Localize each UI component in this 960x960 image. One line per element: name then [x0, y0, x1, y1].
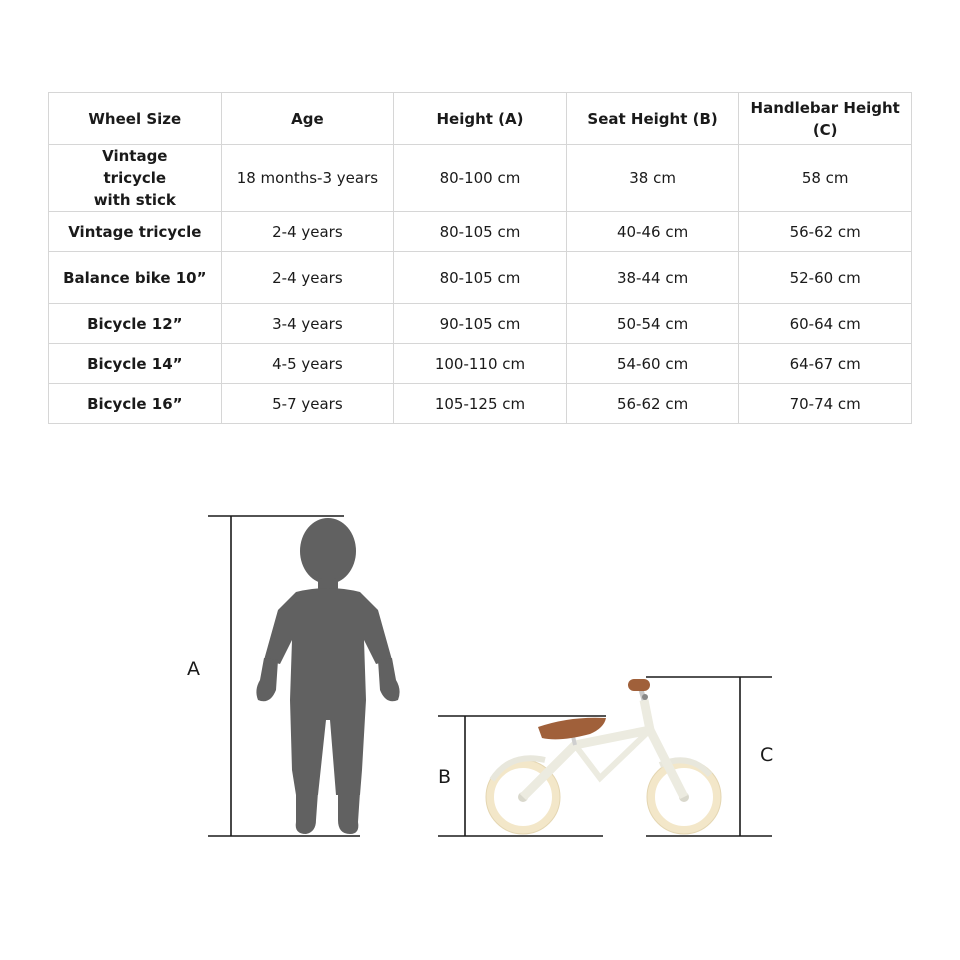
cell-handlebar-height: 70-74 cm — [739, 384, 912, 424]
cell-seat-height: 50-54 cm — [566, 304, 739, 344]
cell-model: Vintage tricycle — [49, 212, 222, 252]
cell-handlebar-height: 58 cm — [739, 145, 912, 212]
header-wheel-size: Wheel Size — [49, 93, 222, 145]
cell-model: Bicycle 12” — [49, 304, 222, 344]
cell-model: Bicycle 16” — [49, 384, 222, 424]
header-seat-height: Seat Height (B) — [566, 93, 739, 145]
cell-handlebar-height: 56-62 cm — [739, 212, 912, 252]
cell-seat-height: 56-62 cm — [566, 384, 739, 424]
balance-bike-illustration — [486, 679, 721, 834]
cell-seat-height: 38-44 cm — [566, 252, 739, 304]
cell-height: 100-110 cm — [394, 344, 567, 384]
cell-seat-height: 40-46 cm — [566, 212, 739, 252]
cell-height: 105-125 cm — [394, 384, 567, 424]
header-handlebar-height: Handlebar Height (C) — [739, 93, 912, 145]
cell-age: 2-4 years — [221, 212, 394, 252]
child-silhouette — [256, 518, 399, 834]
cell-age: 3-4 years — [221, 304, 394, 344]
cell-height: 80-105 cm — [394, 212, 567, 252]
dimension-label-c: C — [760, 744, 774, 766]
cell-handlebar-height: 52-60 cm — [739, 252, 912, 304]
dimension-label-b: B — [438, 766, 452, 788]
cell-seat-height: 54-60 cm — [566, 344, 739, 384]
cell-age: 2-4 years — [221, 252, 394, 304]
cell-model: Balance bike 10” — [49, 252, 222, 304]
cell-height: 80-100 cm — [394, 145, 567, 212]
cell-height: 80-105 cm — [394, 252, 567, 304]
bike-handlebar-grip — [628, 679, 650, 691]
cell-seat-height: 38 cm — [566, 145, 739, 212]
header-height: Height (A) — [394, 93, 567, 145]
cell-height: 90-105 cm — [394, 304, 567, 344]
dimension-label-a: A — [187, 658, 200, 680]
cell-age: 5-7 years — [221, 384, 394, 424]
cell-age: 18 months-3 years — [221, 145, 394, 212]
cell-age: 4-5 years — [221, 344, 394, 384]
cell-handlebar-height: 64-67 cm — [739, 344, 912, 384]
cell-handlebar-height: 60-64 cm — [739, 304, 912, 344]
header-age: Age — [221, 93, 394, 145]
bike-saddle — [538, 718, 606, 740]
cell-model: Bicycle 14” — [49, 344, 222, 384]
cell-model: Vintage tricycle with stick — [49, 145, 222, 212]
